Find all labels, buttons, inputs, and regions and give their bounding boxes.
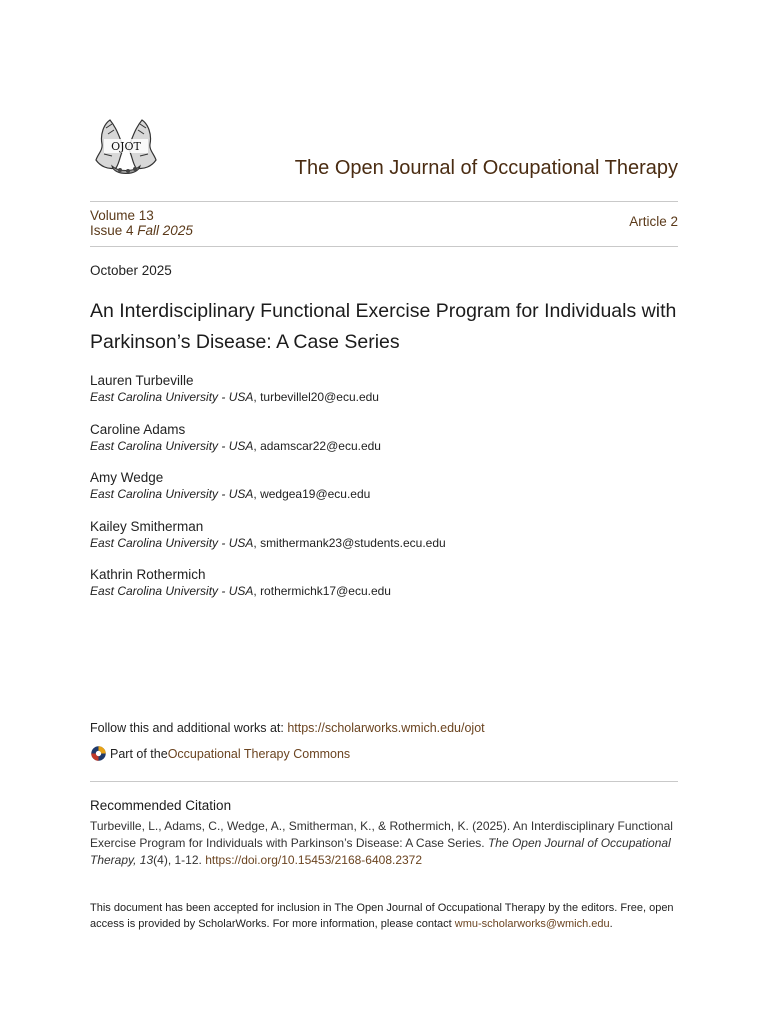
author-entry: Lauren Turbeville East Carolina University - USA, turbevillel20@ecu.edu	[90, 372, 680, 421]
author-institution: East Carolina University - USA	[90, 535, 254, 550]
commons-prefix: Part of the	[110, 746, 168, 761]
author-name: Amy Wedge	[90, 470, 164, 485]
citation-journal: The Open Journal of Occupational Therapy, 13	[90, 836, 671, 867]
footer-period: .	[609, 917, 613, 930]
publication-date: October 2025	[90, 263, 172, 278]
footer-note	[90, 901, 680, 932]
paper-title: An Interdisciplinary Functional Exercise Program for Individuals with Parkinson’s Disease: A Case Series	[90, 300, 677, 353]
contact-email-link[interactable]: wmu-scholarworks@wmich.edu	[454, 917, 610, 930]
author-institution: East Carolina University - USA	[90, 438, 254, 453]
divider	[90, 201, 678, 202]
author-institution: East Carolina University - USA	[90, 390, 254, 404]
author-email[interactable]: adamscar22@ecu.edu	[260, 438, 381, 453]
author-institution: East Carolina University - USA	[90, 487, 254, 501]
issue-info	[90, 208, 193, 238]
author-email[interactable]: rothermichk17@ecu.edu	[260, 584, 391, 598]
footer-text: This document has been accepted for inclusion in The Open Journal of Occupational Therapy by the editors. Free, open access is provided by ScholarWorks. For more information, please contact	[90, 902, 674, 930]
ojot-logo	[90, 110, 162, 182]
follow-line	[90, 721, 485, 735]
divider	[90, 246, 678, 247]
author-name: Kathrin Rothermich	[90, 567, 206, 582]
author-institution: East Carolina University - USA	[90, 584, 254, 598]
divider	[90, 781, 678, 782]
author-name: Kailey Smitherman	[90, 518, 204, 534]
author-email[interactable]: turbevillel20@ecu.edu	[260, 390, 379, 404]
author-entry: Kailey Smitherman East Carolina University - USA, smithermank23@students.ecu.edu	[90, 518, 680, 567]
author-list	[90, 372, 680, 615]
citation-heading: Recommended Citation	[90, 798, 232, 813]
author-email[interactable]: smithermank23@students.ecu.edu	[260, 535, 446, 550]
author-entry: Caroline Adams East Carolina University - USA, adamscar22@ecu.edu	[90, 421, 680, 470]
follow-text: Follow this and additional works at:	[90, 721, 288, 735]
citation-text	[90, 818, 682, 869]
author-entry: Kathrin Rothermich East Carolina University - USA, rothermichk17@ecu.edu	[90, 566, 680, 615]
author-email[interactable]: wedgea19@ecu.edu	[260, 487, 371, 501]
doi-link[interactable]: https://doi.org/10.15453/2168-6408.2372	[205, 853, 423, 867]
citation-body: Turbeville, L., Adams, C., Wedge, A., Smitherman, K., & Rothermich, K. (2025). An Interdisciplinary Functional Exercise Program for Individuals with Parkinson’s Disease: A Case Series.	[90, 819, 673, 850]
journal-title[interactable]: The Open Journal of Occupational Therapy	[294, 157, 678, 179]
logo-text: OJOT	[111, 140, 141, 153]
issue-link[interactable]: Issue 4	[90, 223, 134, 238]
author-name: Lauren Turbeville	[90, 373, 194, 388]
volume-link[interactable]: Volume 13	[90, 208, 154, 223]
commons-link[interactable]: Occupational Therapy Commons	[167, 746, 351, 761]
article-number[interactable]: Article 2	[629, 214, 678, 229]
citation-pages: (4), 1-12.	[153, 853, 206, 867]
author-name: Caroline Adams	[90, 421, 186, 437]
season-label[interactable]: Fall 2025	[137, 223, 193, 238]
author-entry: Amy Wedge East Carolina University - USA, wedgea19@ecu.edu	[90, 469, 680, 518]
network-icon	[90, 745, 107, 762]
commons-line	[90, 745, 350, 762]
repository-link[interactable]: https://scholarworks.wmich.edu/ojot	[287, 721, 485, 735]
